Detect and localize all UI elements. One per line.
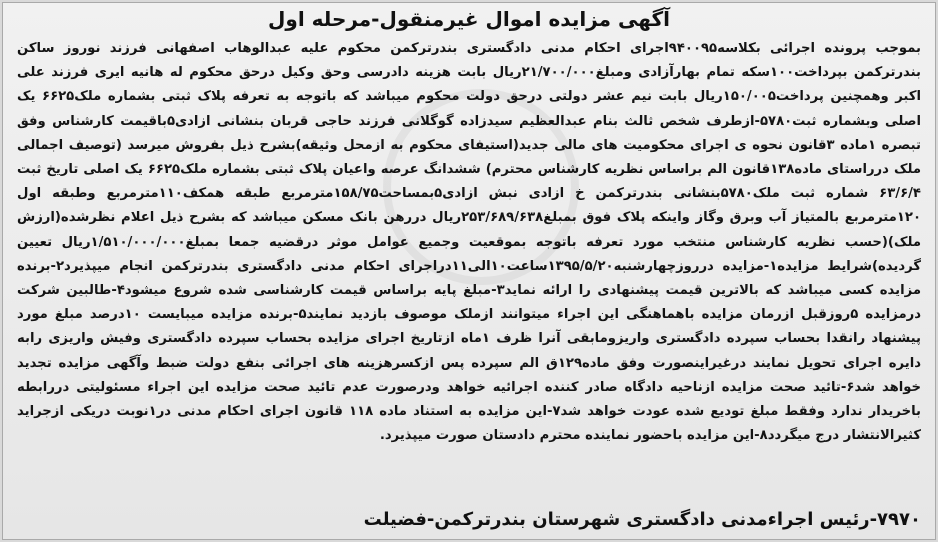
notice-title: آگهی مزایده اموال غیرمنقول-مرحله اول [268,7,670,31]
notice-body: بموجب پرونده اجرائی بکلاسه۹۴۰۰۹۵اجرای احکام مدنی دادگستری بندرترکمن محکوم علیه عبدالوهاب اصفهانی فرزند نوروز ساکن بندرترکمن بپرداخت۱۰۰سکه تمام بهارآزادی ومبلغ۲۱/۷۰۰/۰۰۰ریال بابت هزینه دادرسی وحق وکیل درحق محکوم له هانیه ایری فرزند علی اکبر وهمچنین پرداخت۱۵۰/۰۰۵ریال بابت نیم عشر دولتی درحق دولت محکوم میباشد که باتوجه به تعرفه پلاک ثبتی بشماره ملک۶۶۲۵ یک اصلی وبشماره ثبت۵۷۸۰-ازطرف شخص ثالث بنام عبدالعظیم سیدزاده گوگلانی فرزند حاجی قربان بنشانی ازادی۵باقیمت کارشناس وفق تبصره ۱ماده ۳قانون نحوه ی اجرای محکومیت های مالی جدید(استیفای محکوم به ازمحل وثیقه)بشرح ذیل بفروش میرسد (توصیف اجمالی ملک درراستای ماده۱۳۸قانون الم براساس نظریه کارشناس محترم) ششدانگ عرصه واعیان پلاک ثبتی بشماره ملک۶۶۲۵ یک اصلی تاریخ ثبت ۶۳/۶/۴ شماره ثبت ملک۵۷۸۰بنشانی بندرترکمن خ ازادی نبش ازادی۵بمساحت۱۵۸/۷۵مترمربع طبقه همکف۱۱۰مترمربع وطبقه اول ۱۲۰مترمربع بالمتیاز آب وبرق وگاز واینکه پلاک فوق بمبلغ۲۵۳/۶۸۹/۶۳۸ریال دررهن بانک مسکن میباشد که بشرح ذیل اعلام نظرشده(ارزش ملک)(حسب نظریه کارشناس منتخب مورد تعرفه باتوجه بموقعیت وجمیع عوامل موثر درقضیه جمعا بمبلغ۱/۵۱۰/۰۰۰/۰۰۰ریال تعیین گردیده)شرایط مزایده۱-مزایده درروزچهارشنبه۱۳۹۵/۵/۲۰ساعت۱۰الی۱۱دراجرای احکام مدنی دادگستری بندرترکمن انجام میپذیرد۲-برنده مزایده کسی میباشد که بالاترین قیمت پیشنهادی را ارائه نماید۳-مبلغ پایه براساس قیمت کارشناسی شده شروع میشود۴-طالبین شرکت درمزایده ۵روزقبل ازرمان مزایده باهماهنگی این اجراء میتوانند ازملک موصوف بازدید نمایند۵-برنده مزایده میبایست ۱۰درصد مبلغ مورد پیشنهاد رانقدا بحساب سپرده دادگستری واریزومابقی آنرا ظرف ۱ماه ازتاریخ اجرای مزایده بحساب سپرده دادگستری وفیش واریزی رابه دایره اجرای تحویل نمایند درغیراینصورت وفق ماده۱۲۹ق الم سپرده پس ازکسرهزینه های اجرائی بنفع دولت ضبط وآگهی مزایده تجدید خواهد شد۶-تائید صحت مزایده ازناحیه دادگاه صادر کننده اجرائیه خواهد ودرصورت عدم تائید صحت مزایده این اجراء مسئولیتی دررابطه باخریدار ندارد وفقط مبلغ تودیع شده عودت خواهد شد۷-این مزایده به استناد ماده ۱۱۸ قانون اجرای احکام مدنی در۱نوبت دریکی ازجراید کثیرالانتشار درج میگردد۸-این مزایده باحضور نماینده محترم دادستان صورت میپذیرد. [17,41,921,444]
newspaper-clipping [2,2,936,540]
notice-signature: ۷۹۷۰-رئیس اجراءمدنی دادگستری شهرستان بندرترکمن-فضیلت [363,509,921,530]
